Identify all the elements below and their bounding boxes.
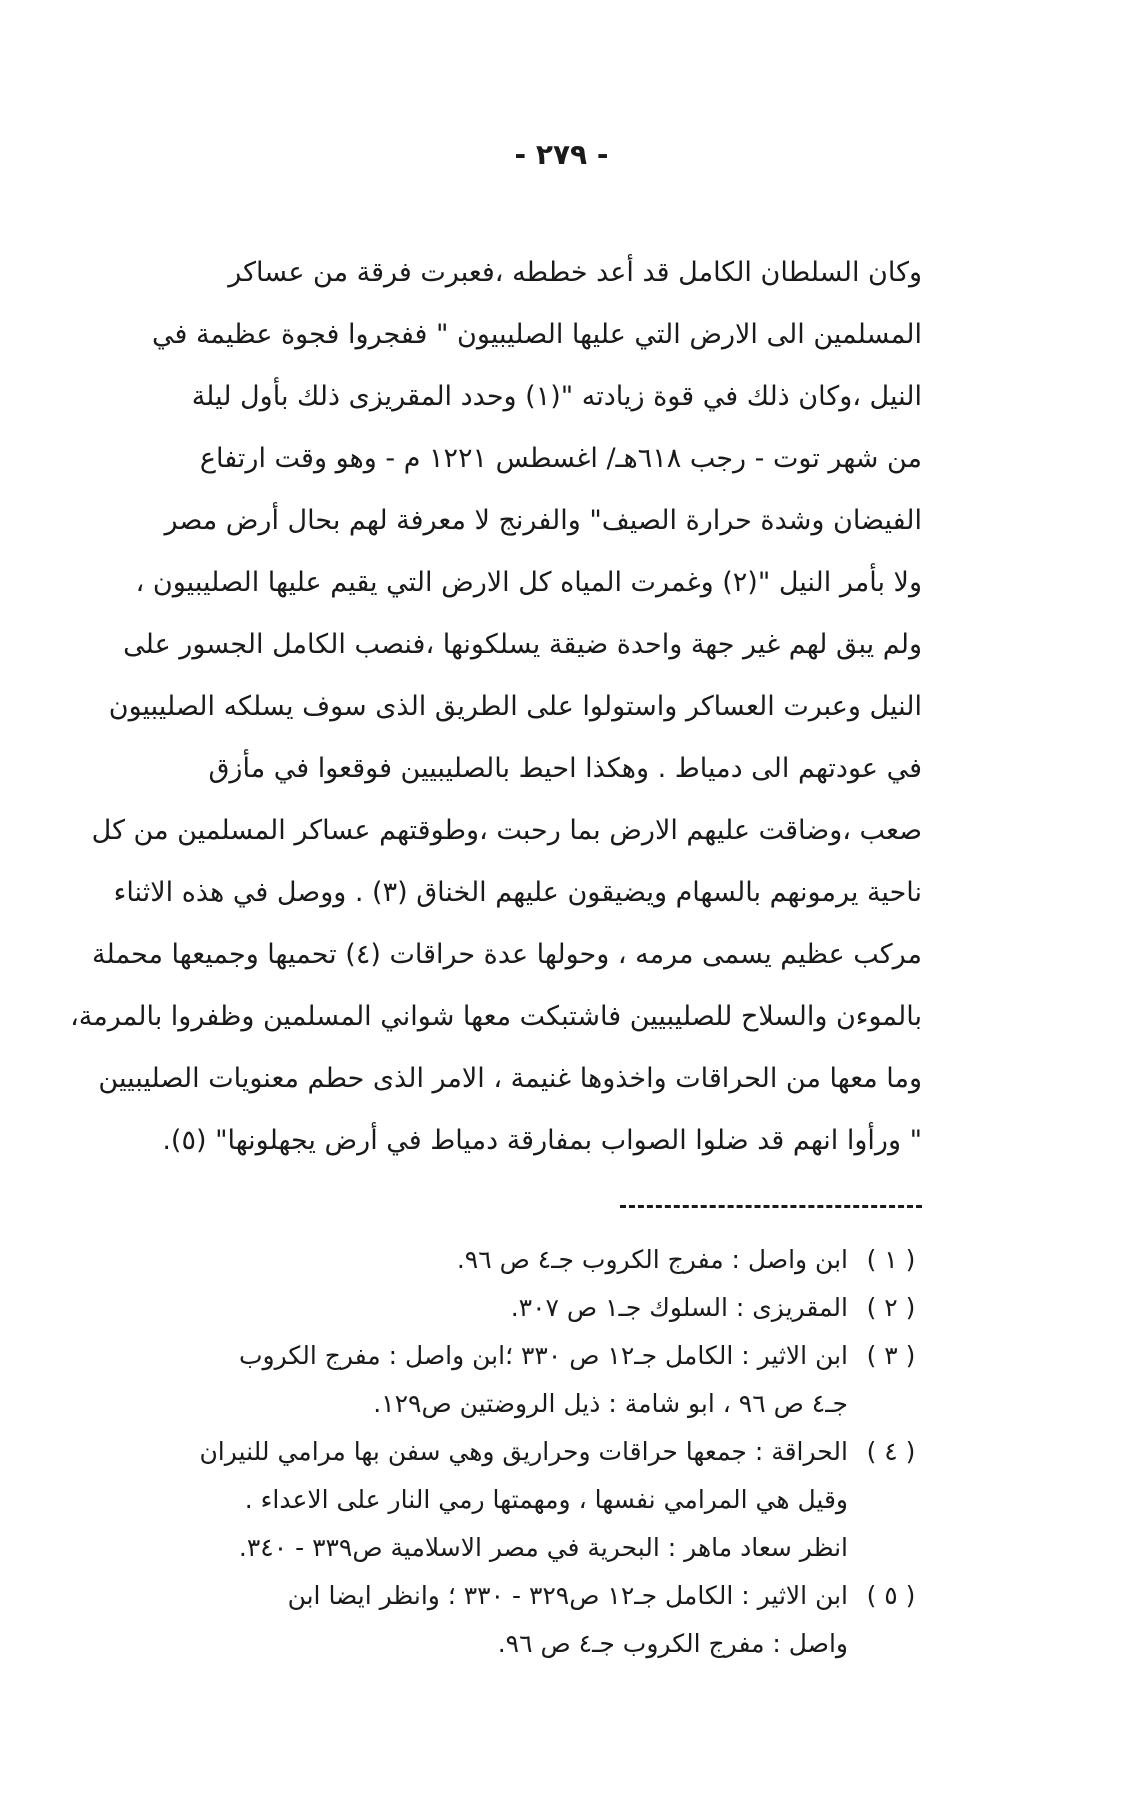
footnote-line: ابن واصل : مفرج الكروب جـ٤ ص ٩٦. — [456, 1245, 848, 1274]
paragraph-line: النيل ،وكان ذلك في قوة زيادته "(١) وحدد المقريزى ذلك بأول ليلة — [191, 381, 922, 412]
footnote — [90, 1236, 922, 1284]
footnote-number: ( ٣ ) — [866, 1341, 916, 1370]
paragraph-line: بالموءن والسلاح للصليبيين فاشتبكت معها شواني المسلمين وظفروا بالمرمة، — [70, 1001, 922, 1032]
footnote — [90, 1284, 922, 1332]
footnote-number: ( ٢ ) — [866, 1293, 916, 1322]
main-paragraph — [70, 242, 922, 1172]
footnote — [90, 1332, 922, 1428]
paragraph-line: وكان السلطان الكامل قد أعد خططه ،فعبرت فرقة من عساكر — [228, 257, 922, 288]
paragraph-line: وما معها من الحراقات واخذوها غنيمة ، الامر الذى حطم معنويات الصليبيين — [98, 1063, 922, 1094]
paragraph-line: ولا بأمر النيل "(٢) وغمرت المياه كل الارض التي يقيم عليها الصليبيون ، — [135, 567, 922, 598]
paragraph-line: من شهر توت - رجب ٦١٨هـ/ اغسطس ١٢٢١ م - وهو وقت ارتفاع — [199, 443, 922, 474]
footnote — [90, 1428, 922, 1572]
footnote-number: ( ١ ) — [866, 1245, 916, 1274]
footnote-line: الحراقة : جمعها حراقات وحراريق وهي سفن بها مرامي للنيران — [199, 1437, 848, 1466]
paragraph-line: صعب ،وضاقت عليهم الارض بما رحبت ،وطوقتهم عساكر المسلمين من كل — [91, 815, 922, 846]
footnote-number: ( ٥ ) — [866, 1581, 916, 1610]
footnote-line: ابن الاثير : الكامل جـ١٢ ص ٣٣٠ ؛ابن واصل : مفرج الكروب — [239, 1341, 848, 1370]
footnote-line: واصل : مفرج الكروب جـ٤ ص ٩٦. — [497, 1629, 848, 1658]
page-number: - ٢٧٩ - — [514, 138, 609, 171]
footnote-number: ( ٤ ) — [866, 1437, 916, 1466]
footnote-line: ابن الاثير : الكامل جـ١٢ ص٣٢٩ - ٣٣٠ ؛ وانظر ايضا ابن — [287, 1581, 848, 1610]
paragraph-line: ناحية يرمونهم بالسهام ويضيقون عليهم الخناق (٣) . ووصل في هذه الاثناء — [113, 877, 922, 908]
paragraph-line: الفيضان وشدة حرارة الصيف" والفرنج لا معرفة لهم بحال أرض مصر — [164, 505, 922, 536]
paragraph-line: المسلمين الى الارض التي عليها الصليبيون " ففجروا فجوة عظيمة في — [151, 319, 922, 350]
footnote — [90, 1572, 922, 1668]
footnotes — [90, 1236, 922, 1668]
paragraph-line: " ورأوا انهم قد ضلوا الصواب بمفارقة دمياط في أرض يجهلونها" (٥). — [162, 1125, 922, 1156]
footnote-line: انظر سعاد ماهر : البحرية في مصر الاسلامية ص٣٣٩ - ٣٤٠. — [238, 1533, 848, 1562]
paragraph-line: النيل وعبرت العساكر واستولوا على الطريق الذى سوف يسلكه الصليبيون — [108, 691, 922, 722]
footnote-line: جـ٤ ص ٩٦ ، ابو شامة : ذيل الروضتين ص١٢٩. — [373, 1389, 848, 1418]
footnote-line: المقريزى : السلوك جـ١ ص ٣٠٧. — [510, 1293, 848, 1322]
paragraph-line: مركب عظيم يسمى مرمه ، وحولها عدة حراقات (٤) تحميها وجميعها محملة — [92, 939, 922, 970]
paragraph-line: ولم يبق لهم غير جهة واحدة ضيقة يسلكونها ،فنصب الكامل الجسور على — [123, 629, 922, 660]
footnote-line: وقيل هي المرامي نفسها ، ومهمتها رمي النار على الاعداء . — [244, 1485, 848, 1514]
footnote-separator — [620, 1205, 922, 1208]
paragraph-line: في عودتهم الى دمياط . وهكذا احيط بالصليبيين فوقعوا في مأزق — [208, 753, 922, 784]
